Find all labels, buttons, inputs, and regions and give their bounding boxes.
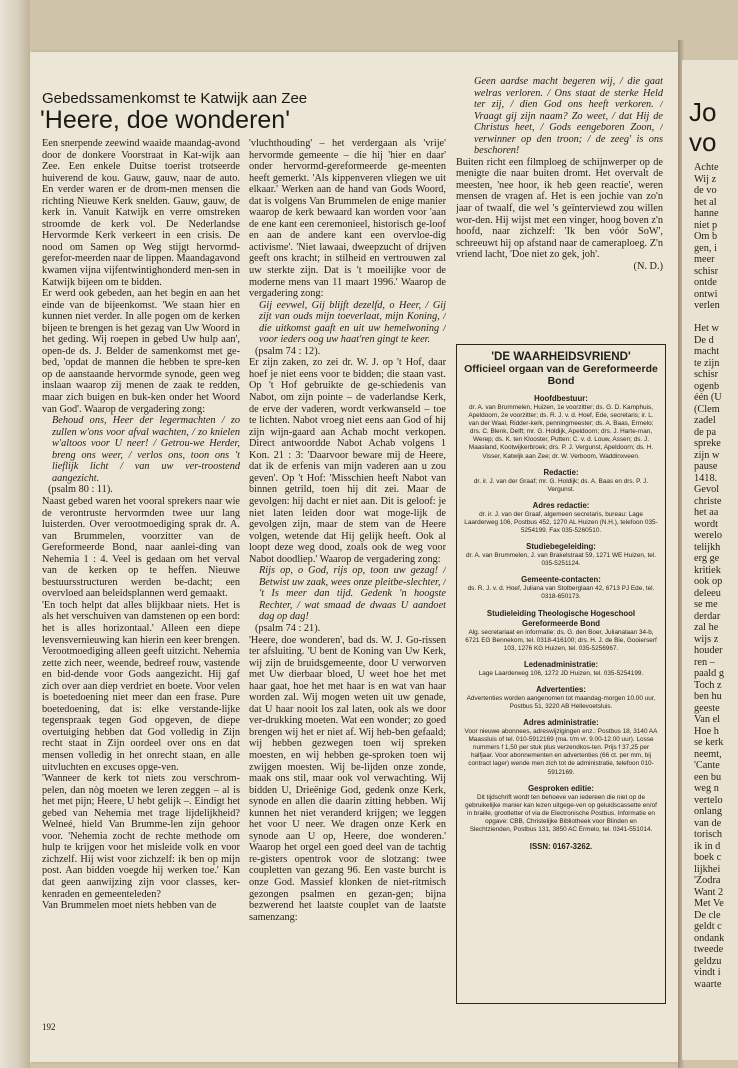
colophon-section-body: dr. ir. J. van der Graaf, algemeen secretaris, bureau: Lage Laarderweg 106, Postbus 452, 1270 AL Huizen (N.H.), telefoon 035-5254199. Fax 035-5260510. bbox=[464, 510, 658, 535]
colophon-section-heading: Adres administratie: bbox=[523, 718, 599, 728]
verse-reference: (psalm 80 : 11). bbox=[48, 484, 113, 496]
colophon-section-body: dr. ir. J. van der Graaf; mr. G. Holdijk; ds. A. Baas en drs. P. J. Vergunst. bbox=[473, 477, 649, 493]
issn: ISSN: 0167-3262. bbox=[529, 842, 593, 852]
colophon-section-body: Voor nieuwe abonnees, adreswijzigingen enz.: Postbus 18, 3140 AA Maassluis of tel. 010-5912169 (ma. t/m vr. 9.00-12.00 uur). Losse nummers f 1,50 per stuk plus verzendkos-ten. Prijs f 37,25 per halfjaar. Voor abonnementen en advertenties (66 ct. per mm, bij contract lager) wende men zich tot de administratie, telefoon 010-5912169. bbox=[464, 728, 658, 776]
colophon-section-heading: Ledenadministratie: bbox=[523, 659, 599, 669]
paragraph: 'vluchthouding' – het verdergaan als 'vrije' hervormde gemeente – die hij 'hier en daar' onder hervormd-gereformeerde ge-meenten heeft gemerkt. 'Als kippenveren vliegen we uit elkaar.' Werken aan de hand van Gods Woord, dat is volgens Van Brummelen de enige manier waarop de kerk bewaard kan worden voor 'aan de ene kant een ceremonieel, historisch ge-loof en aan de andere kant een overvloe-dig activisme'. 'Niet lawaai, dweepzucht of drijven geeft ons kracht; in stilheid en vertrouwen zal uw sterkte zijn. Dat is 't moeilijke voor de moderne mens van 11 maart 1996.' Waarop de vergadering zong: bbox=[249, 138, 446, 300]
colophon-title: 'DE WAARHEIDSVRIEND' bbox=[491, 350, 631, 363]
colophon-section-heading: Adres redactie: bbox=[532, 500, 590, 510]
colophon-section-heading: Hoofdbestuur: bbox=[534, 394, 588, 403]
paragraph: 'Wanneer de kerk tot niets zou verschrom-pelen, dan nòg moeten we leren zeggen – al is het met pijn; Heere, U hebt gelijk –. Eindigt het gebed van Nehemia met trage lijdelijkheid? Welneé, hield Van Brumme-len zijn gehoor voor. 'Nehemia zocht de rechte methode om hulp te krijgen voor het misleide volk en voor zichzelf. Hij wist voor zichzelf: ik ben op mijn post. Aan bidden voegde hij werken toe.' Kan dat geen aanwijzing zijn voor classes, ker-kenraden en gemeenteleden? bbox=[42, 773, 240, 900]
quoted-verse: Behoud ons, Heer der legermachten / zo zullen w'ons voor afval wachten, / zo knielen w'altoos voor U neer! / Getrou-we Herder, breng ons weer, / verlos ons, toon ons 't lieflijk licht / van uw ver-troostend aangezicht. bbox=[52, 415, 240, 484]
colophon-section-heading: Studieleiding Theologische Hogeschool Gereformeerde Bond bbox=[486, 608, 636, 628]
colophon-section-heading: Gesproken editie: bbox=[528, 783, 594, 793]
paragraph: Naast gebed waren het vooral sprekers naar wie de verontruste hervormden twee uur lang luisterden. Over verootmoediging sprak dr. A. van Brummelen, voorzitter van de Gereformeerde Bond, naar aanlei-ding van Nehemia 1 : 4. Veel is gedaan om het verval van de kerken op te heffen. Nieuwe bestuursstructuren werden be-dacht; een overvloed aan beleidsplannen werd gemaakt. bbox=[42, 495, 240, 600]
article-kicker: Gebedssamenkomst te Katwijk aan Zee bbox=[42, 90, 308, 107]
colophon-section-heading: Studiebegeleiding: bbox=[526, 542, 596, 552]
colophon-section-body: Dit tijdschrift wordt ten behoeve van iedereen die niet op de gebruikelijke manier kan lezen uitgege-ven op geluidscassette en/of in braille, grootletter of via de Electronische Postbus. Informatie en opgave: CBB, Christelijke Bibliotheek voor Blinden en Slechtzienden, Postbus 131, 3850 AC Ermelo, tel. 0341-551014. bbox=[465, 793, 657, 833]
next-page-heading: Jo vo bbox=[689, 97, 717, 157]
verse-reference: (psalm 74 : 21). bbox=[255, 622, 321, 634]
colophon-section-body: dr. A. van Brummelen, J. van Brakelstraat 59, 1271 WE Huizen, tel. 035-5251124. bbox=[465, 552, 657, 568]
author-signature: (N. D.) bbox=[633, 260, 663, 272]
paragraph: Er zijn zaken, zo zei dr. W. J. op 't Hof, daar hoef je niet eens voor te bidden; die staan vast. Op 't Hof gebruikte de ge-schiedenis van Nabot, om zijn pointe – de vaderlandse Kerk, de erve der vaderen, wordt verkwanseld – toe te lichten. Nabot vroeg niet eens aan God of hij zijn wijn-gaard aan Achab mocht verkopen. Direct antwoordde Nabot Achab volgens 1 Kon. 21 : 3: 'Daarvoor beware mij de Heere, dat ik de erfenis van mijn vaderen aan u zou geven'. Op 't Hof: 'Misschien heeft Nabot van binnen getrild, toen hij dit zei. Maar de gevolgen: hij dacht er niet aan. Dit is geloof: je niet laten leiden door wat moge-lijk de gevolgen zijn, maar de stem van de Heere volgen, wetende dat Hij gelijk heeft. Ook al loopt deze weg dood, zoals ook de weg voor Nabot doodliep.' Waarop de vergadering zong: bbox=[249, 357, 446, 565]
binding-spine bbox=[0, 0, 30, 1068]
article-column-1 bbox=[42, 138, 240, 1006]
paragraph: 'En toch helpt dat alles blijkbaar niets. Het is als het verschuiven van damstenen op een bord: het is alles horizontaal.' Alleen een diepe levensvernieuwing kan hierin een keer brengen. Verootmoediging alleen geeft uitzicht. Nehemia zette zich neer, weende, bedreef rouw, vastende en bid-dende voor Gods aangezicht. Hij gaf zich over aan diep verdriet en boete. Voor velen is boetedoening niet meer dan een frase. Pure boetedoening, dat is: elke verstande-lijke tegenspraak tegen God opgeven, de diepe overtuiging hebben dat God volledig in Zijn recht staat in Zijn oordeel over ons en dat mensen volledig in het onrecht staan, en alle uitvluchten en excuses opge-ven. bbox=[42, 599, 240, 773]
paragraph: 'Heere, doe wonderen', bad ds. W. J. Go-rissen ter afsluiting. 'U bent de Koning van Uw Kerk, wij zijn de bruidsgemeente, door U verworven met Uw dierbaar bloed, U weet hoe het met haar gaat, hoe het met haar is en wat van haar worden zal. Wij mogen weten uit uw genade, dat U haar nooit los zal laten, ook als we door ver-drukking moeten. Wat een wonder; zo goed brengen wij het er niet af. Wij heb-ben gefaald; wij hebben gezwegen toen wij spreken moesten, en wij hebben ge-sproken toen wij zwijgen moesten. Wij be-lijden onze zonde, maak ons stil, maar ook vol verwachting. Wij bidden U, Drieënige God, gedenk onze Kerk, synode en allen die daarin zitting hebben. Wij kunnen het niet veranderd krijgen; we leggen het voor U neer. We dragen onze Kerk en synode aan U op, Heere, doe wonderen.' Waarop het orgel een goed deel van de tachtig re-gisters opentrok voor de slotzang: twee coupletten van gezang 96. Een vaste burcht is onze God. Massief klonken de niet-ritmisch gezongen psalmen en gezan-gen; bijna bezwerend het laatste couplet van de laatste samenzang: bbox=[249, 634, 446, 923]
colophon-section-body: dr. A. van Brummelen, Huizen, 1e voorzitter; ds. G. D. Kamphuis, Apeldoorn, 2e voorzitter; ds. R. J. v. d. Hoef, Ede, secretaris; ir. L. van der Waal, Ridder-kerk, penningmeester; ds. A. Baas, Ermelo; drs. C. Blenk, Delft; mr. G. Holdijk, Apeldoorn; drs. J. Harte-man, Werep; ds. K. ten Klooster, Putten; C. v. d. Louw, Assen; ds. J. Maasland, Kootwijkerbroek; drs. P. J. Vergunst, Apeldoorn; ds. H. Visser, Katwijk aan Zee; dr. W. Verboom, Waddinxveen. bbox=[468, 404, 654, 460]
quoted-verse: Gij eevwel, Gij blijft dezelfd, o Heer, / Gij zijt van ouds mijn toeverlaat, mijn Koning, / die uitkomst gaaft en uit uw hemelwoning / voor ieders oog uw haat'ren gingt te keer. bbox=[259, 299, 446, 346]
paragraph: Een snerpende zeewind waaide maandag-avond door de donkere Voorstraat in Kat-wijk aan Zee. Een enkele Duitse toerist trotseerde huiverend de kou. Gauw, gauw, naar de auto. En verder waren er de drom-men mensen die richting Nieuwe Kerk snelden. Gauw, gauw, de kerk in. Vanuit Katwijk en verre omstreken stroomde de kerk vol. De Nederlandse Hervormde Kerk verkeert in een crisis. De nood om Samen op Weg stijgt hervormd-gerefor-meerden naar de lippen. Maandagavond kwamen vijna vijfentwintighonderd men-sen in Katwijk bijeen om te bidden. bbox=[42, 138, 240, 288]
page-number: 192 bbox=[42, 1022, 56, 1032]
colophon-section-body: Advertenties worden aangenomen tot maandag-morgen 10.00 uur, Postbus 51, 3220 AB Hellevoetsluis. bbox=[466, 694, 656, 710]
article-title: 'Heere, doe wonderen' bbox=[40, 106, 290, 134]
colophon-section-body: Alg. secretariaat en informatie: ds. G. den Boer, Julianalaan 34-b, 6721 EG Bennekom, tel. 0318-416100; drs. H. J. de Bie, Gooierserf 103, 1276 KG Huizen, tel. 035-5256967. bbox=[465, 628, 657, 652]
colophon-section-heading: Gemeente-contacten: bbox=[521, 575, 601, 585]
paragraph: Er werd ook gebeden, aan het begin en aan het einde van de bijeenkomst. 'We staan hier en kunnen niet verder. In alle pogen om de kerken bijeen te brengen is het gezag van Uw Woord in het geding. Wij roepen in gebed Uw hulp aan', open-de ds. J. Belder de samenkomst met ge-bed, 'opdat de mannen die hebben te spre-ken op de aanstaande hervormde synode, geen weg inslaan waarop zij menen de zaak te redden, maar zich buigen en buk-ken onder het Woord van God'. Waarop de vergadering zong: bbox=[42, 288, 240, 415]
quoted-verse: Rijs op, o God, rijs op, toon uw gezag! / Betwist uw zaak, wees onze pleitbe-slechter, / 't Is meer dan tijd. Gedenk 'n hoogste Rechter, / wat smaad de dwaas U aandoet dag op dag! bbox=[259, 565, 446, 623]
verse-reference: (psalm 74 : 12). bbox=[255, 345, 321, 357]
colophon-box bbox=[456, 344, 666, 1004]
colophon-sections bbox=[464, 394, 658, 834]
article-column-2 bbox=[249, 138, 446, 1006]
quoted-verse: Geen aardse macht begeren wij, / die gaat welras verloren. / Ons staat de sterke Held ter zij, / dien God ons heeft verkoren. / Vraagt gij zijn naam? Zo weet, / dat Hij de Christus heet, / Gods eengeboren Zoon, / verwinner op den troon; / de zeeg' is ons beschoren! bbox=[474, 76, 663, 157]
paragraph: Buiten richt een filmploeg de schijnwerper op de menigte die naar buiten dromt. Het overvalt de meesten, 'nee hoor, ik heb geen reactie', weren mensen de vragen af. Het is een jochie van zo'n jaar of twaalf, die wel 's geïnterviewd zou willen wor-den. Hij wijst met een vinger, hoog boven z'n hoofd, naar zichzelf: 'Ik ben vóór SoW', schreeuwt hij op afstand naar de cameraploeg. Z'n vriend lacht, 'Doe niet zo gek, joh'. bbox=[456, 156, 663, 261]
paragraph: Van Brummelen moet niets hebben van de bbox=[42, 900, 217, 912]
colophon-section-heading: Advertenties: bbox=[536, 684, 586, 694]
colophon-section-body: ds. R. J. v. d. Hoef, Juliana van Stolberglaan 42, 6713 PJ Ede, tel. 0318-650173. bbox=[467, 585, 655, 601]
colophon-section-heading: Redactie: bbox=[543, 467, 579, 477]
next-page-column: Achte Wij z de vo het al hanne niet p Om b gen, i meer schisr ontde ontwi verlen Het w De d macht te zijn schisr ogenb één (U (Clem zadel de pa spreke zijn w pause 1418. Gevol christe het aa wordt werelo telijkh erg ge kritiek ook op deleeu se me derdar zal he wijs z houder ren – paald g Toch z ben hu geeste Van el Hoe h se kerk neemt, 'Cante een bu weg n vertelo onlang van de torisch ik in d boek c lijkhei 'Zodra Want 2 Met Ve De cle geldt c ondank tweede geldzu vindt i waarte bbox=[694, 162, 725, 990]
colophon-section-body: Lage Laarderweg 106, 1272 JD Huizen, tel. 035-5254199. bbox=[478, 669, 644, 677]
colophon-subtitle: Officieel orgaan van de Gereformeerde Bond bbox=[464, 363, 658, 387]
article-column-3 bbox=[456, 76, 663, 372]
next-page-edge bbox=[682, 60, 738, 1060]
